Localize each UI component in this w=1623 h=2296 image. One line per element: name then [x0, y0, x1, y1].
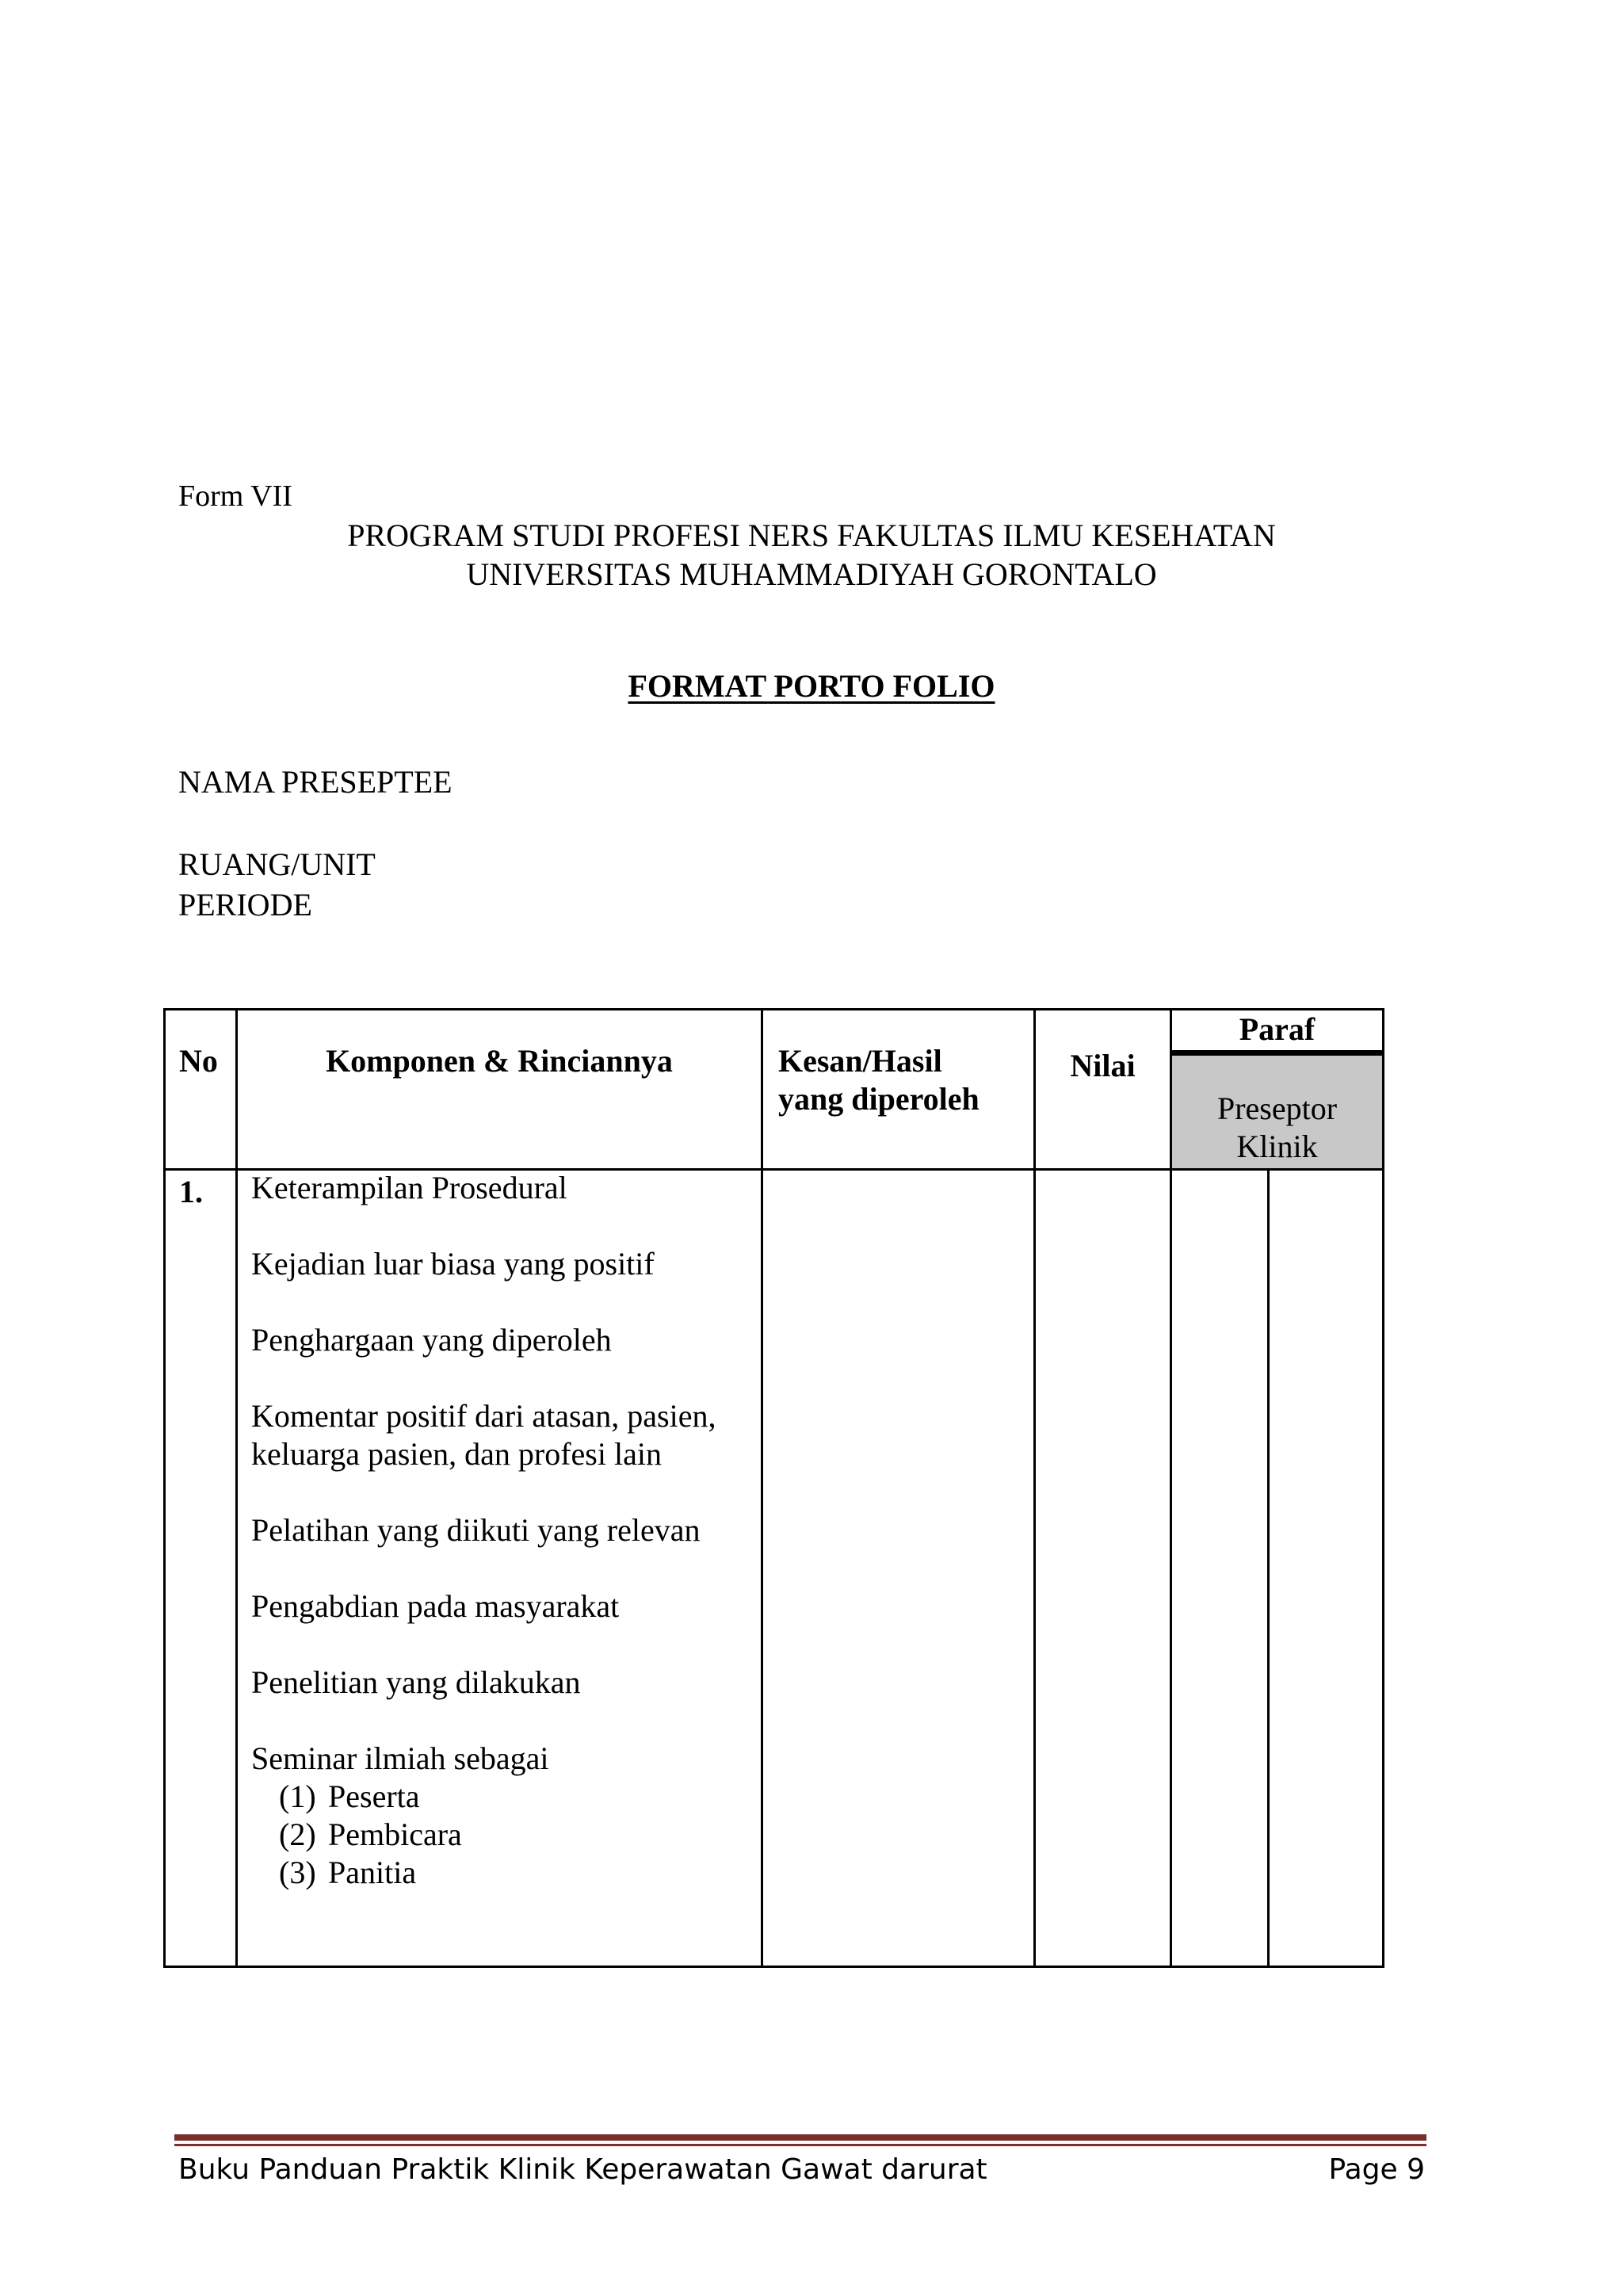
- list-item: Keterampilan Prosedural: [251, 1170, 567, 1205]
- document-title: [0, 667, 1623, 705]
- footer-book-title: Buku Panduan Praktik Klinik Keperawatan Gawat darurat: [178, 2153, 987, 2186]
- field-nama-preseptee: NAMA PRESEPTEE: [178, 764, 453, 800]
- header-kesan-line2: yang diperoleh: [778, 1081, 980, 1117]
- header-preseptor-klinik: [1172, 1090, 1382, 1166]
- institution-line-1-text: PROGRAM STUDI PROFESI NERS FAKULTAS ILMU KESEHATAN: [347, 518, 1276, 553]
- field-ruang-unit: RUANG/UNIT: [178, 846, 376, 882]
- document-title-text: FORMAT PORTO FOLIO: [628, 668, 995, 704]
- footer-rule-thin: [174, 2144, 1426, 2146]
- footer-rule: [174, 2134, 1426, 2141]
- sub-list-item: [279, 1778, 420, 1816]
- col-divider-komponen: [761, 1010, 763, 1966]
- list-item: keluarga pasien, dan profesi lain: [251, 1436, 662, 1472]
- header-kesan-line1: Kesan/Hasil: [778, 1043, 942, 1079]
- form-label: Form VII: [178, 479, 292, 513]
- institution-line-2-text: UNIVERSITAS MUHAMMADIYAH GORONTALO: [466, 556, 1157, 592]
- portfolio-table: [163, 1008, 1384, 1968]
- paraf-divider: [1172, 1050, 1384, 1056]
- col-divider-kesan: [1033, 1010, 1036, 1966]
- sub-list-item: [279, 1854, 416, 1892]
- list-item: Seminar ilmiah sebagai: [251, 1740, 549, 1776]
- sub-item-label: Peserta: [328, 1778, 420, 1814]
- institution-line-2: [0, 556, 1623, 594]
- col-divider-paraf: [1267, 1171, 1270, 1966]
- list-item: Penelitian yang dilakukan: [251, 1664, 581, 1700]
- field-periode: PERIODE: [178, 887, 312, 923]
- list-item: Pelatihan yang diikuti yang relevan: [251, 1512, 701, 1548]
- sub-item-number: (3): [279, 1855, 316, 1890]
- sub-item-number: (1): [279, 1778, 316, 1814]
- footer-page-number: Page 9: [1328, 2153, 1425, 2186]
- sub-item-label: Pembicara: [328, 1817, 462, 1852]
- sub-item-number: (2): [279, 1817, 316, 1852]
- list-item: Komentar positif dari atasan, pasien,: [251, 1398, 716, 1434]
- sub-list-item: [279, 1816, 462, 1854]
- header-no: No: [179, 1043, 218, 1079]
- list-item: Pengabdian pada masyarakat: [251, 1588, 620, 1624]
- col-divider-no: [235, 1010, 238, 1966]
- list-item: Kejadian luar biasa yang positif: [251, 1246, 655, 1282]
- institution-line-1: [0, 517, 1623, 555]
- row-number: 1.: [179, 1174, 203, 1209]
- sub-item-label: Panitia: [328, 1855, 417, 1890]
- header-preseptor-line1: Preseptor: [1216, 1091, 1338, 1126]
- header-nilai: Nilai: [1070, 1048, 1136, 1083]
- list-item: Penghargaan yang diperoleh: [251, 1322, 612, 1358]
- header-preseptor-line2: Klinik: [1236, 1129, 1318, 1164]
- header-komponen: Komponen & Rinciannya: [326, 1043, 673, 1079]
- header-paraf: Paraf: [1239, 1011, 1316, 1047]
